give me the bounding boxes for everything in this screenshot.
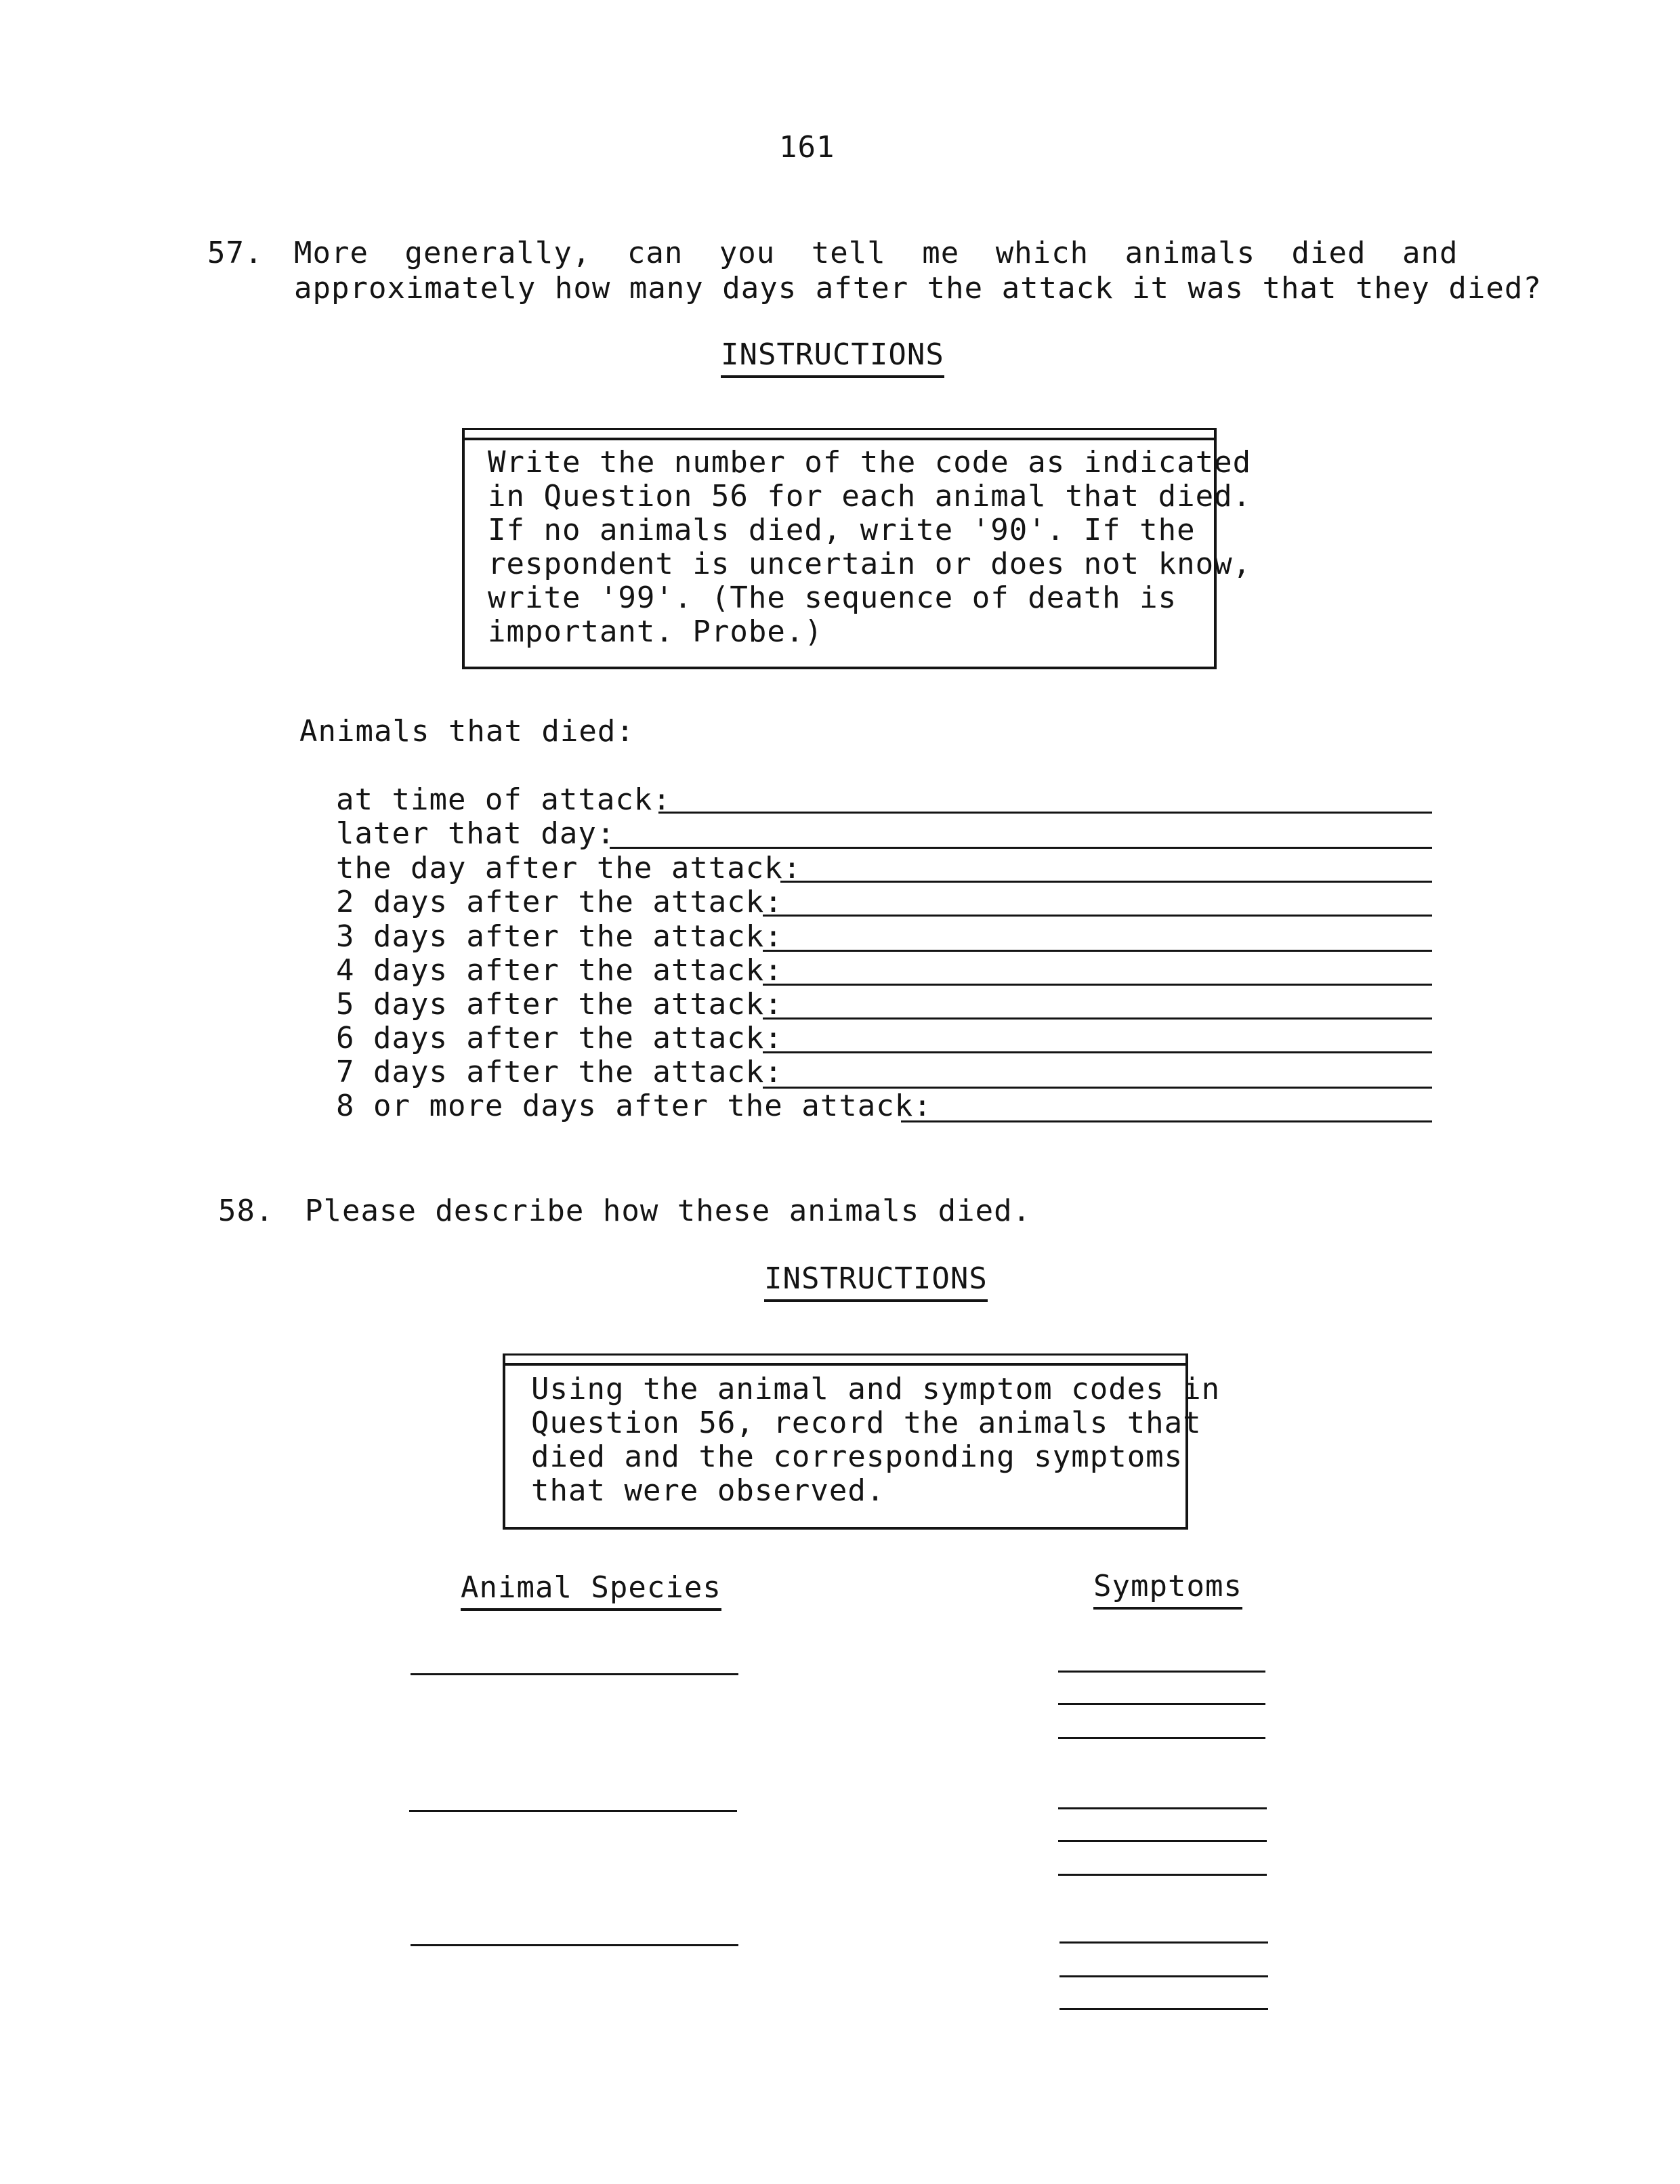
died-row — [336, 954, 1433, 988]
died-row — [336, 1089, 1433, 1123]
instruction-line: that were observed. — [531, 1473, 885, 1508]
instructions-heading: INSTRUCTIONS — [764, 1261, 988, 1302]
died-row — [336, 920, 1433, 954]
answer-blank[interactable] — [763, 1017, 1432, 1020]
symptom-blank[interactable] — [1058, 1807, 1267, 1809]
animal-species-blank[interactable] — [411, 1673, 738, 1675]
animal-species-blank[interactable] — [411, 1944, 738, 1946]
page-number: 161 — [779, 130, 835, 165]
question-number: 57. — [207, 236, 264, 270]
died-row-label: 5 days after the attack: — [336, 987, 783, 1022]
animal-species-blank[interactable] — [409, 1810, 737, 1812]
instruction-line: died and the corresponding symptoms — [531, 1440, 1183, 1474]
died-row — [336, 988, 1433, 1022]
died-row — [336, 1022, 1433, 1055]
answer-blank[interactable] — [763, 1051, 1432, 1053]
animals-died-label: Animals that died: — [299, 714, 635, 749]
column-heading-animal-species: Animal Species — [461, 1570, 721, 1611]
instruction-line: in Question 56 for each animal that died. — [488, 479, 1252, 513]
symptom-blank[interactable] — [1059, 2008, 1268, 2010]
instructions-heading: INSTRUCTIONS — [721, 337, 944, 378]
answer-blank[interactable] — [763, 950, 1432, 952]
symptom-blank[interactable] — [1058, 1671, 1265, 1673]
died-row-label: 2 days after the attack: — [336, 885, 783, 919]
question-57 — [207, 236, 1542, 310]
symptom-blank[interactable] — [1058, 1874, 1267, 1876]
instruction-line: Using the animal and symptom codes in — [531, 1372, 1221, 1406]
died-row-label: 7 days after the attack: — [336, 1055, 783, 1089]
question-number: 58. — [218, 1194, 274, 1228]
instruction-line: Question 56, record the animals that — [531, 1406, 1202, 1440]
answer-blank[interactable] — [763, 915, 1432, 917]
symptom-blank[interactable] — [1059, 1941, 1268, 1944]
instruction-line: important. Probe.) — [488, 614, 823, 649]
column-heading-symptoms: Symptoms — [1093, 1569, 1242, 1610]
question-text-line: More generally, can you tell me which animals died and — [294, 236, 1458, 270]
instruction-line: write '99'. (The sequence of death is — [488, 581, 1177, 615]
died-row-label: 4 days after the attack: — [336, 953, 783, 988]
died-row-label: at time of attack: — [336, 782, 671, 817]
instruction-line: Write the number of the code as indicated — [488, 445, 1252, 480]
died-row-label: 6 days after the attack: — [336, 1021, 783, 1055]
died-row-label: the day after the attack: — [336, 851, 802, 885]
symptom-blank[interactable] — [1058, 1840, 1267, 1842]
answer-blank[interactable] — [610, 847, 1432, 849]
instructions-box — [462, 438, 1252, 669]
answer-blank[interactable] — [763, 984, 1432, 986]
died-row-label: 8 or more days after the attack: — [336, 1089, 932, 1123]
question-text: Please describe how these animals died. — [305, 1194, 1032, 1228]
symptom-blank[interactable] — [1058, 1737, 1265, 1739]
instructions-box — [503, 1363, 1221, 1530]
instruction-line: If no animals died, write '90'. If the — [488, 513, 1196, 547]
died-row — [336, 817, 1433, 851]
symptom-blank[interactable] — [1058, 1703, 1265, 1705]
instruction-line: respondent is uncertain or does not know, — [488, 547, 1252, 581]
question-text — [294, 236, 1542, 306]
answer-blank[interactable] — [901, 1120, 1432, 1122]
died-row-label: 3 days after the attack: — [336, 919, 783, 954]
question-58 — [218, 1194, 1302, 1232]
question-text-line: approximately how many days after the attack it was that they died? — [294, 271, 1542, 306]
answer-blank[interactable] — [780, 881, 1432, 883]
symptom-blank[interactable] — [1059, 1975, 1268, 1977]
answer-blank[interactable] — [658, 812, 1432, 814]
died-row — [336, 1055, 1433, 1089]
died-row-label: later that day: — [336, 816, 616, 851]
